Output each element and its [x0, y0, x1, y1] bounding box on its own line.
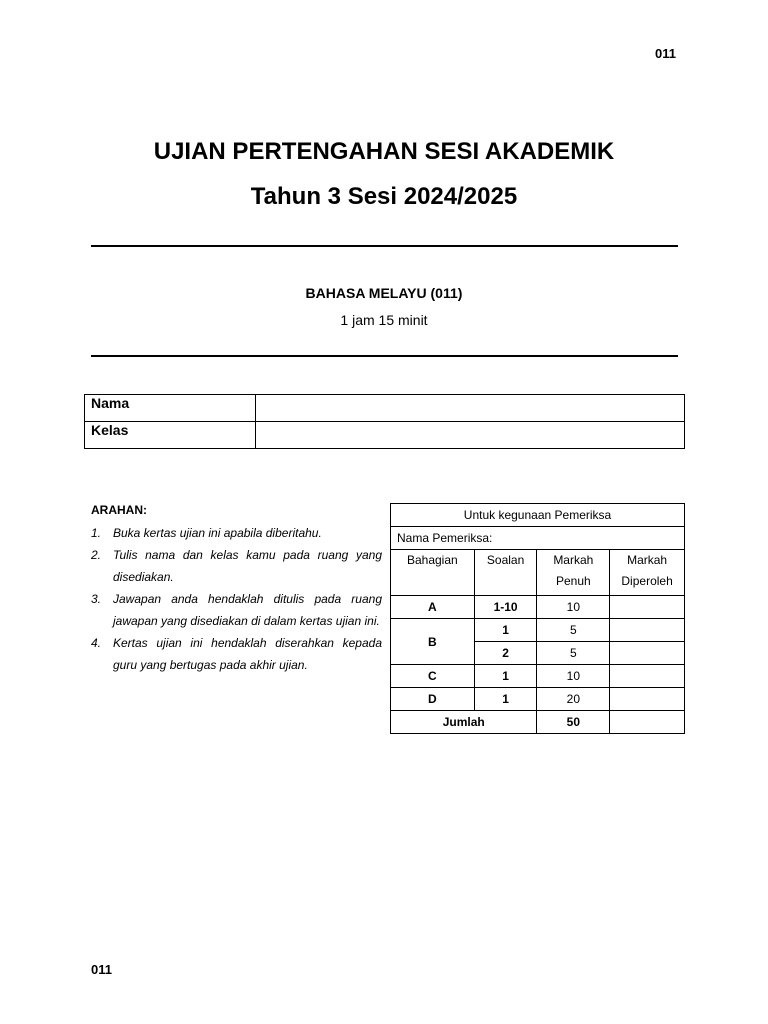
exam-duration: 1 jam 15 minit	[340, 312, 428, 328]
total-full-marks: 50	[537, 711, 610, 734]
header-obtained-marks-line2: Diperoleh	[621, 574, 673, 588]
exam-title: UJIAN PERTENGAHAN SESI AKADEMIK	[153, 138, 615, 165]
paper-code-bottom: 011	[91, 962, 112, 977]
instruction-number: 4.	[91, 636, 102, 650]
class-row	[85, 422, 685, 449]
header-section: Bahagian	[391, 550, 475, 596]
total-label: Jumlah	[391, 711, 537, 734]
full-marks-cell: 10	[537, 665, 610, 688]
header-full-marks-line2: Penuh	[555, 574, 591, 588]
instruction-text: Jawapan anda hendaklah ditulis pada ruang jawapan yang disediakan di dalam kertas ujian ini.	[113, 592, 382, 628]
instruction-number: 3.	[91, 592, 102, 606]
obtained-marks-cell[interactable]	[610, 619, 685, 642]
section-cell: D	[391, 688, 475, 711]
name-label: Nama	[85, 395, 256, 422]
examiner-table-title: Untuk kegunaan Pemeriksa	[391, 504, 685, 527]
instruction-text: Tulis nama dan kelas kamu pada ruang yang disediakan.	[113, 548, 382, 584]
table-row	[391, 596, 685, 619]
instruction-text: Buka kertas ujian ini apabila diberitahu.	[113, 526, 322, 540]
instructions-list	[91, 522, 382, 676]
instruction-item	[91, 544, 382, 588]
full-marks-cell: 5	[537, 619, 610, 642]
section-cell: C	[391, 665, 475, 688]
question-cell: 1	[474, 619, 537, 642]
instructions-title: ARAHAN:	[91, 503, 147, 517]
divider-bottom	[91, 355, 678, 357]
instruction-item	[91, 588, 382, 632]
obtained-marks-cell[interactable]	[610, 665, 685, 688]
instruction-text: Kertas ujian ini hendaklah diserahkan kepada guru yang bertugas pada akhir ujian.	[113, 636, 382, 672]
divider-top	[91, 245, 678, 247]
table-row	[391, 688, 685, 711]
section-cell: B	[391, 619, 475, 665]
class-field[interactable]	[256, 422, 685, 449]
total-obtained-marks[interactable]	[610, 711, 685, 734]
full-marks-cell: 5	[537, 642, 610, 665]
question-cell: 2	[474, 642, 537, 665]
paper-code-top: 011	[655, 46, 676, 61]
class-label: Kelas	[85, 422, 256, 449]
student-info-table	[84, 394, 685, 449]
full-marks-cell: 10	[537, 596, 610, 619]
total-row	[391, 711, 685, 734]
obtained-marks-cell[interactable]	[610, 688, 685, 711]
header-full-marks-line1: Markah	[553, 553, 594, 567]
instruction-item	[91, 522, 382, 544]
instruction-number: 2.	[91, 548, 102, 562]
exam-subtitle: Tahun 3 Sesi 2024/2025	[250, 183, 518, 210]
name-field[interactable]	[256, 395, 685, 422]
name-row	[85, 395, 685, 422]
question-cell: 1	[474, 688, 537, 711]
table-row	[391, 619, 685, 642]
question-cell: 1	[474, 665, 537, 688]
section-cell: A	[391, 596, 475, 619]
header-question: Soalan	[474, 550, 537, 596]
question-cell: 1-10	[474, 596, 537, 619]
table-row	[391, 665, 685, 688]
header-obtained-marks-line1: Markah	[627, 553, 668, 567]
examiner-name-label: Nama Pemeriksa:	[391, 527, 685, 550]
subject-name: BAHASA MELAYU (011)	[305, 285, 463, 301]
obtained-marks-cell[interactable]	[610, 642, 685, 665]
header-full-marks	[537, 550, 610, 596]
examiner-marks-table	[390, 503, 685, 734]
instruction-number: 1.	[91, 526, 102, 540]
header-obtained-marks	[610, 550, 685, 596]
instruction-item	[91, 632, 382, 676]
full-marks-cell: 20	[537, 688, 610, 711]
obtained-marks-cell[interactable]	[610, 596, 685, 619]
